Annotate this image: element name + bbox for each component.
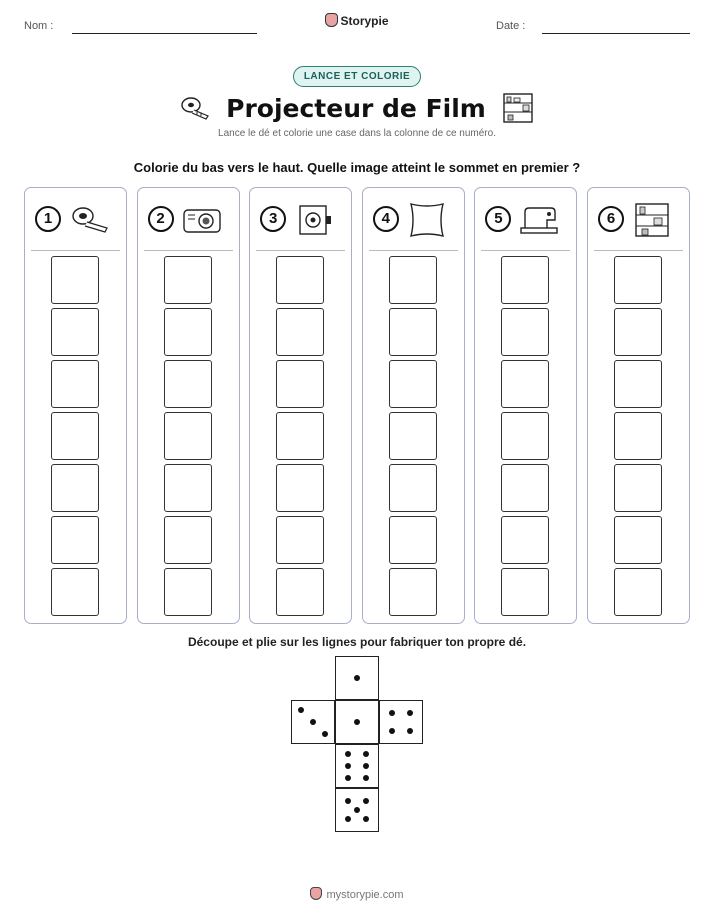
column-number: 2 (148, 206, 174, 232)
column-divider (369, 250, 458, 251)
dice-pip (389, 710, 395, 716)
dice-net (291, 656, 425, 834)
color-cell[interactable] (614, 516, 662, 564)
column-divider (481, 250, 570, 251)
color-cell[interactable] (389, 568, 437, 616)
color-cell[interactable] (389, 308, 437, 356)
color-cell[interactable] (276, 464, 324, 512)
dice-pip (345, 816, 351, 822)
dice-face (335, 788, 379, 832)
color-cell[interactable] (276, 516, 324, 564)
dice-pip (345, 798, 351, 804)
dice-pip (310, 719, 316, 725)
color-cell[interactable] (51, 568, 99, 616)
date-label: Date : (496, 20, 526, 32)
date-field (496, 20, 525, 32)
column-header (148, 202, 231, 238)
film-canister-icon (294, 202, 334, 238)
dice-pip (354, 675, 360, 681)
columns-board (24, 187, 690, 624)
color-cell[interactable] (389, 464, 437, 512)
subtitle: Lance le dé et colorie une case dans la colonne de ce numéro. (218, 128, 496, 139)
color-cell[interactable] (276, 256, 324, 304)
date-line[interactable] (542, 33, 690, 34)
dice-face (291, 700, 335, 744)
dice-pip (363, 798, 369, 804)
name-line[interactable] (72, 33, 257, 34)
shelf-icon (502, 92, 534, 124)
column-divider (256, 250, 345, 251)
storypie-logo-icon (325, 13, 338, 27)
column-divider (594, 250, 683, 251)
column-number: 1 (35, 206, 61, 232)
dice-pip (322, 731, 328, 737)
color-cell[interactable] (164, 360, 212, 408)
column-header (260, 202, 343, 238)
color-cell[interactable] (501, 464, 549, 512)
color-cell[interactable] (51, 516, 99, 564)
color-cell[interactable] (276, 568, 324, 616)
dice-pip (345, 763, 351, 769)
column-number: 5 (485, 206, 511, 232)
color-cell[interactable] (389, 360, 437, 408)
color-cell[interactable] (164, 256, 212, 304)
dice-pip (363, 775, 369, 781)
color-cell[interactable] (389, 412, 437, 460)
page-title: Projecteur de Film (226, 93, 486, 123)
color-cell[interactable] (164, 308, 212, 356)
color-cell[interactable] (276, 308, 324, 356)
dice-face (379, 700, 423, 744)
sewing-machine-icon (519, 202, 559, 238)
dice-face (335, 744, 379, 788)
column-number: 4 (373, 206, 399, 232)
color-cell[interactable] (614, 412, 662, 460)
film-reel-icon (180, 96, 210, 120)
brand-name: Storypie (340, 14, 389, 28)
color-cell[interactable] (501, 568, 549, 616)
activity-badge: LANCE ET COLORIE (293, 66, 421, 87)
dice-face (335, 656, 379, 700)
color-cell[interactable] (614, 308, 662, 356)
color-cell[interactable] (51, 412, 99, 460)
color-cell[interactable] (276, 360, 324, 408)
dice-pip (354, 719, 360, 725)
color-cell[interactable] (276, 412, 324, 460)
color-cell[interactable] (501, 360, 549, 408)
dice-pip (298, 707, 304, 713)
column-2 (137, 187, 240, 624)
name-label: Nom : (24, 20, 54, 32)
dice-pip (354, 807, 360, 813)
brand-header (0, 13, 714, 28)
column-divider (144, 250, 233, 251)
dice-instruction: Découpe et plie sur les lignes pour fabriquer ton propre dé. (187, 635, 527, 649)
column-header (598, 202, 681, 238)
color-cell[interactable] (389, 516, 437, 564)
color-cell[interactable] (164, 516, 212, 564)
color-cell[interactable] (164, 568, 212, 616)
column-header (35, 202, 118, 238)
color-cell[interactable] (164, 412, 212, 460)
dice-pip (363, 816, 369, 822)
color-cell[interactable] (51, 360, 99, 408)
column-4 (362, 187, 465, 624)
projector-icon (182, 202, 222, 238)
column-number: 3 (260, 206, 286, 232)
column-number: 6 (598, 206, 624, 232)
dice-pip (345, 775, 351, 781)
footer (0, 887, 714, 901)
column-5 (474, 187, 577, 624)
color-cell[interactable] (164, 464, 212, 512)
color-cell[interactable] (389, 256, 437, 304)
storypie-logo-icon (310, 887, 322, 900)
color-cell[interactable] (614, 464, 662, 512)
column-3 (249, 187, 352, 624)
color-cell[interactable] (51, 308, 99, 356)
title-row (0, 90, 714, 126)
color-cell[interactable] (501, 308, 549, 356)
column-1 (24, 187, 127, 624)
dice-face (335, 700, 379, 744)
dice-pip (389, 728, 395, 734)
color-cell[interactable] (51, 256, 99, 304)
color-cell[interactable] (501, 412, 549, 460)
color-cell[interactable] (614, 256, 662, 304)
shelf-icon (632, 202, 672, 238)
pillow-icon (407, 202, 447, 238)
color-cell[interactable] (501, 256, 549, 304)
column-header (373, 202, 456, 238)
dice-pip (363, 751, 369, 757)
color-cell[interactable] (501, 516, 549, 564)
column-6 (587, 187, 690, 624)
film-reel-icon (69, 202, 109, 238)
footer-url: mystorypie.com (326, 889, 404, 901)
column-divider (31, 250, 120, 251)
badge-wrap (0, 66, 714, 87)
dice-pip (407, 728, 413, 734)
column-header (485, 202, 568, 238)
dice-pip (407, 710, 413, 716)
dice-pip (363, 763, 369, 769)
color-cell[interactable] (51, 464, 99, 512)
dice-pip (345, 751, 351, 757)
game-instruction: Colorie du bas vers le haut. Quelle image atteint le sommet en premier ? (133, 160, 581, 175)
color-cell[interactable] (614, 360, 662, 408)
color-cell[interactable] (614, 568, 662, 616)
